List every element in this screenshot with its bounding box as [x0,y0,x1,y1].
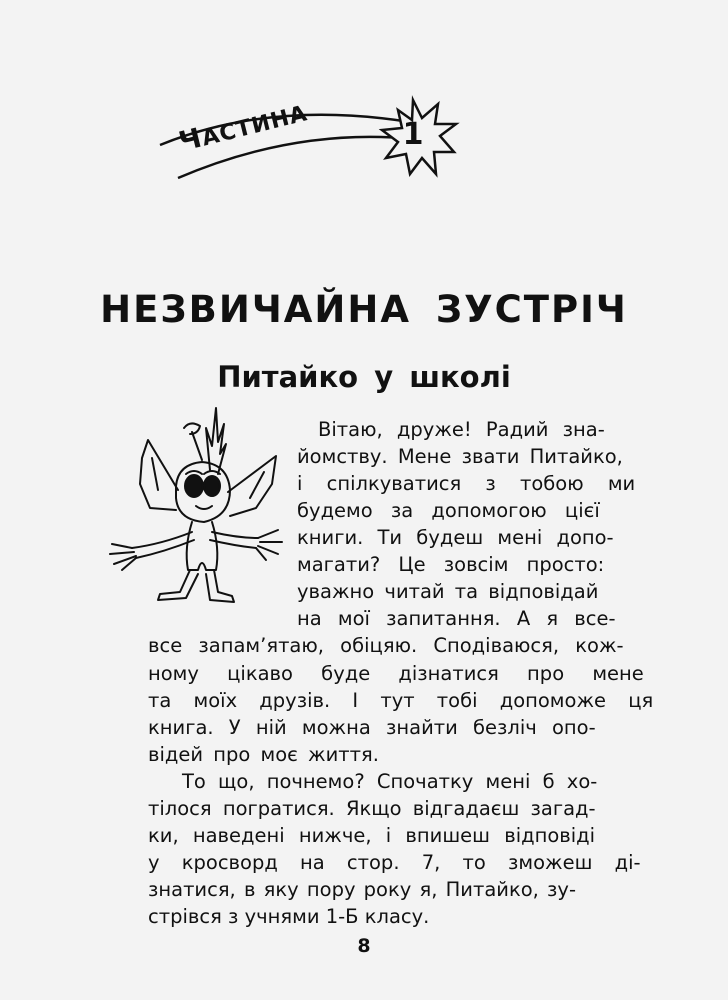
pytaiko-illustration [106,398,284,608]
part-number: 1 [402,117,424,152]
text-line: То що, почнемо? Спочатку мені б хо- [182,770,598,793]
text-line: відей про моє життя. [148,743,379,766]
text-line: будемо за допомогою цієї [297,499,600,522]
text-line: Вітаю, друже! Радий зна- [318,418,605,441]
text-line: книга. У ній можна знайти безліч опо- [148,716,596,739]
text-line: стрівся з учнями 1-Б класу. [148,905,430,928]
section-subtitle: Питайко у школі [217,360,511,394]
text-line: магати? Це зовсім просто: [297,553,605,576]
text-line: тілося погратися. Якщо відгадаєш загад- [148,797,596,820]
text-line: та моїх друзів. І тут тобі допоможе ця [148,689,654,712]
text-line: ки, наведені нижче, і впишеш відповіді [148,824,596,847]
chapter-title: НЕЗВИЧАЙНА ЗУСТРІЧ [100,288,628,331]
text-line: знатися, в яку пору року я, Питайко, зу- [148,878,577,901]
text-line: і спілкуватися з тобою ми [297,472,636,495]
text-line: у кросворд на стор. 7, то зможеш ді- [148,851,641,874]
text-line: йомству. Мене звати Питайко, [297,445,623,468]
text-line: ному цікаво буде дізнатися про мене [148,662,644,685]
text-line: на мої запитання. А я все- [297,607,616,630]
part-label: ЧАСТИНА [176,101,311,159]
text-line: книги. Ти будеш мені допо- [297,526,614,549]
page-number: 8 [357,935,371,957]
text-line: уважно читай та відповідай [297,580,599,603]
text-line: все запам’ятаю, обіцяю. Сподіваюся, кож- [148,634,624,657]
